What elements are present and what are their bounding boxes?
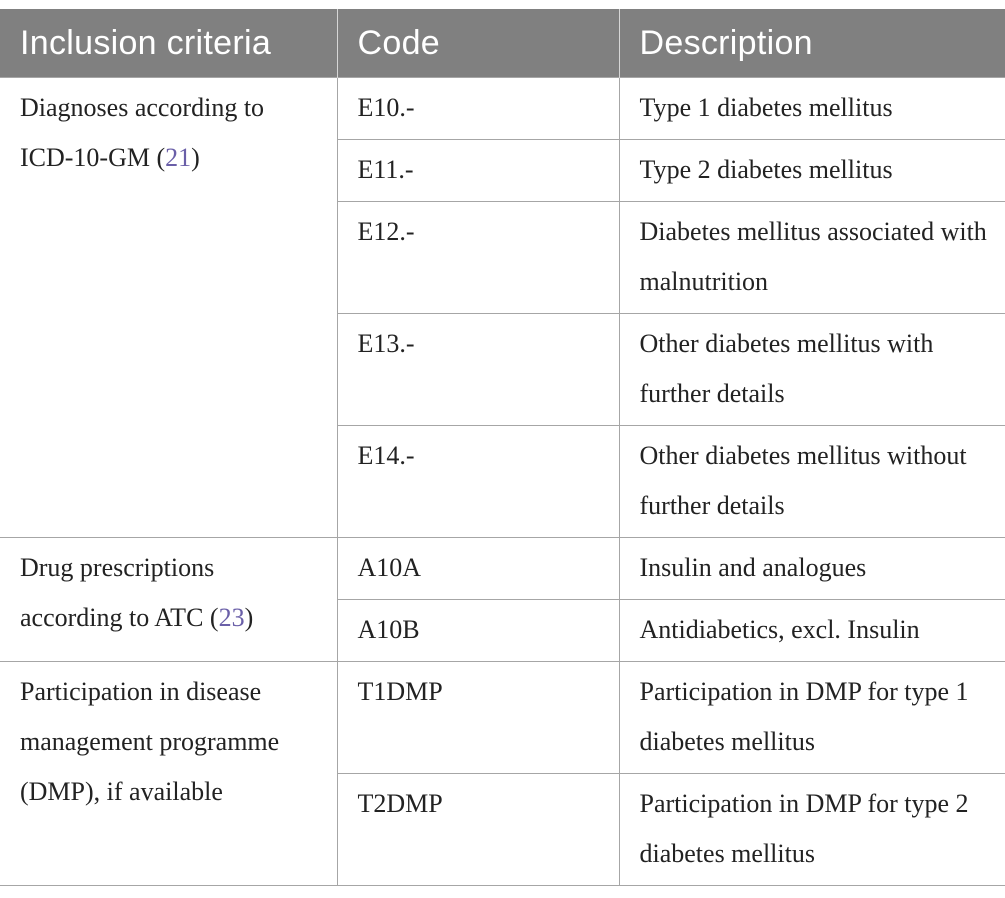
criteria-cell-dmp-participation: Participation in disease management programme (DMP), if available — [0, 662, 337, 886]
criteria-cell-drug-prescriptions — [0, 538, 337, 662]
description-cell: Participation in DMP for type 1 diabetes mellitus — [619, 662, 1005, 774]
table-header — [0, 9, 1005, 78]
description-cell: Type 2 diabetes mellitus — [619, 140, 1005, 202]
description-cell: Antidiabetics, excl. Insulin — [619, 600, 1005, 662]
header-inclusion-criteria: Inclusion criteria — [0, 9, 337, 78]
code-cell: T2DMP — [337, 774, 619, 886]
reference-link[interactable]: 23 — [218, 603, 245, 632]
code-cell: A10A — [337, 538, 619, 600]
criteria-cell-diagnoses — [0, 78, 337, 538]
description-cell: Diabetes mellitus associated with malnutrition — [619, 202, 1005, 314]
inclusion-criteria-table — [0, 9, 1005, 886]
description-cell: Other diabetes mellitus without further details — [619, 426, 1005, 538]
code-cell: A10B — [337, 600, 619, 662]
header-description: Description — [619, 9, 1005, 78]
criteria-close: ) — [191, 143, 200, 172]
code-cell: E12.- — [337, 202, 619, 314]
code-cell: E14.- — [337, 426, 619, 538]
table-row — [0, 662, 1005, 774]
description-cell: Participation in DMP for type 2 diabetes mellitus — [619, 774, 1005, 886]
criteria-text: Drug prescriptions according to ATC ( — [20, 553, 219, 632]
header-code: Code — [337, 9, 619, 78]
table-row — [0, 538, 1005, 600]
code-cell: E11.- — [337, 140, 619, 202]
table-body — [0, 78, 1005, 886]
table-row — [0, 78, 1005, 140]
header-row — [0, 9, 1005, 78]
criteria-close: ) — [244, 603, 254, 632]
code-cell: T1DMP — [337, 662, 619, 774]
code-cell: E13.- — [337, 314, 619, 426]
criteria-text: Diagnoses according to ICD-10-GM ( — [20, 93, 265, 172]
description-cell: Insulin and analogues — [619, 538, 1005, 600]
reference-link[interactable]: 21 — [165, 143, 192, 172]
code-cell: E10.- — [337, 78, 619, 140]
description-cell: Other diabetes mellitus with further details — [619, 314, 1005, 426]
description-cell: Type 1 diabetes mellitus — [619, 78, 1005, 140]
